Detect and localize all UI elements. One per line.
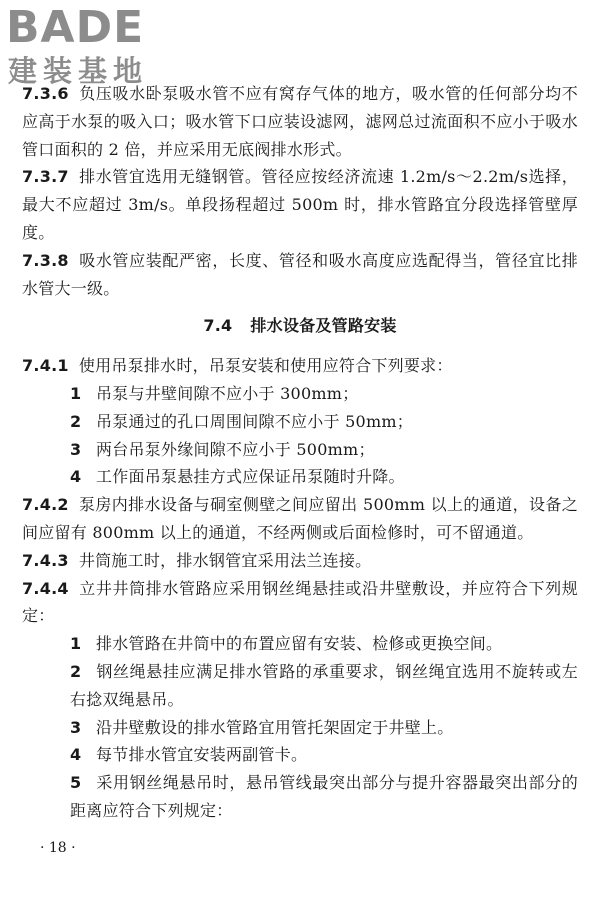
- item-text: 钢丝绳悬挂应满足排水管路的承重要求，钢丝绳宜选用不旋转或左右捻双绳悬吊。: [70, 661, 578, 709]
- item-text: 沿井壁敷设的排水管路宜用管托架固定于井壁上。: [96, 717, 454, 737]
- clause-text: 立井井筒排水管路应采用钢丝绳悬挂或沿井壁敷设，并应符合下列规定：: [22, 578, 578, 626]
- clause-7-3-8: [22, 247, 578, 303]
- clause-number: 7.3.7: [22, 167, 69, 187]
- item-number: 5: [70, 773, 82, 793]
- item-text: 采用钢丝绳悬吊时，悬吊管线最突出部分与提升容器最突出部分的距离应符合下列规定：: [70, 773, 578, 820]
- clause-7-4-4: [22, 575, 578, 631]
- clause-number: 7.3.8: [22, 250, 69, 270]
- section-title: 排水设备及管路安装: [250, 316, 397, 336]
- item-number: 3: [70, 439, 82, 459]
- section-heading: [22, 312, 578, 340]
- watermark-logo-text: BADE: [6, 2, 145, 53]
- item-text: 吊泵与井壁间隙不应小于 300mm；: [96, 383, 359, 403]
- list-item: [22, 463, 578, 491]
- item-text: 两台吊泵外缘间隙不应小于 500mm；: [96, 439, 375, 459]
- page-number: · 18 ·: [40, 840, 76, 856]
- clause-number: 7.4.1: [22, 356, 69, 376]
- item-number: 2: [70, 661, 82, 681]
- list-item: [22, 714, 578, 742]
- bade-watermark-logo: [6, 4, 176, 96]
- document-body: [22, 80, 578, 825]
- list-item: [22, 658, 578, 714]
- list-item: [22, 408, 578, 436]
- clause-7-4-3: [22, 547, 578, 575]
- list-item: [22, 436, 578, 464]
- list-item: [22, 769, 578, 825]
- item-text: 工作面吊泵悬挂方式应保证吊泵随时升降。: [96, 467, 405, 487]
- clause-text: 泵房内排水设备与硐室侧壁之间应留出 500mm 以上的通道，设备之间应留有 800mm 以上的通道，不经两侧或后面检修时，可不留通道。: [22, 495, 578, 542]
- item-number: 4: [70, 745, 82, 765]
- clause-7-4-2: [22, 491, 578, 547]
- watermark-subtitle: 建装基地: [8, 54, 149, 88]
- item-number: 1: [70, 383, 82, 403]
- item-text: 排水管路在井筒中的布置应留有安装、检修或更换空间。: [96, 634, 503, 654]
- clause-7-4-1: [22, 352, 578, 380]
- clause-text: 吸水管应装配严密，长度、管径和吸水高度应选配得当，管径宜比排水管大一级。: [22, 250, 578, 298]
- item-number: 3: [70, 717, 82, 737]
- clause-text: 井筒施工时，排水钢管宜采用法兰连接。: [78, 550, 372, 570]
- clause-number: 7.4.4: [22, 578, 69, 598]
- item-number: 1: [70, 634, 82, 654]
- clause-7-3-7: [22, 163, 578, 246]
- item-text: 吊泵通过的孔口周围间隙不应小于 50mm；: [96, 411, 414, 431]
- clause-text: 排水管宜选用无缝钢管。管径应按经济流速 1.2m/s～2.2m/s选择，最大不应超过 3m/s。单段扬程超过 500m 时，排水管路宜分段选择管壁厚度。: [22, 167, 578, 242]
- list-item: [22, 741, 578, 769]
- clause-number: 7.4.2: [22, 495, 69, 515]
- clause-number: 7.3.6: [22, 84, 69, 103]
- item-number: 2: [70, 411, 82, 431]
- list-item: [22, 380, 578, 408]
- clause-number: 7.4.3: [22, 550, 69, 570]
- clause-text: 使用吊泵排水时，吊泵安装和使用应符合下列要求：: [78, 356, 453, 376]
- clause-text: 负压吸水卧泵吸水管不应有窝存气体的地方，吸水管的任何部分均不应高于水泵的吸入口；吸水管下口应装设滤网，滤网总过流面积不应小于吸水管口面积的 2 倍，并应采用无底阀排水形式。: [22, 84, 578, 159]
- item-number: 4: [70, 467, 82, 487]
- section-number: 7.4: [203, 316, 233, 336]
- item-text: 每节排水管宜安装两副管卡。: [96, 745, 308, 765]
- list-item: [22, 630, 578, 658]
